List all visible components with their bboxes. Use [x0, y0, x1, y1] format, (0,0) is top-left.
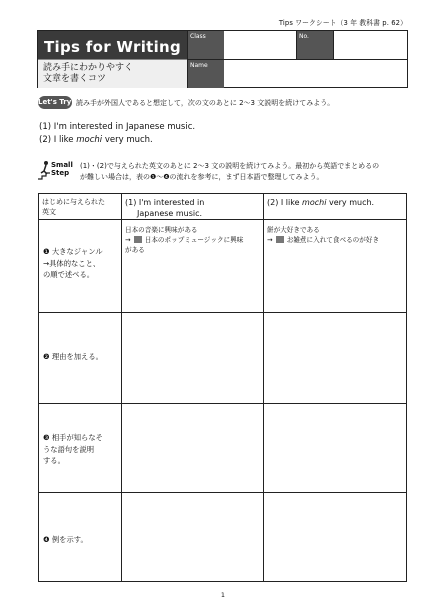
number-label: No.: [296, 31, 333, 59]
header-line-2: Japanese music.: [137, 209, 203, 218]
header-text: (2) I like: [267, 198, 303, 207]
label-line: する。: [43, 456, 65, 465]
question-1: (1) I'm interested in Japanese music.: [39, 122, 196, 132]
header-divider: [187, 31, 188, 88]
row-1-example-1: [125, 225, 263, 255]
label-line: の順で述べる。: [43, 270, 95, 279]
header-line-1: はじめに与えられた: [42, 198, 105, 206]
lets-try-badge: Let's Try!: [38, 96, 72, 109]
subtitle-line-1: 読み手にわかりやすく: [43, 63, 134, 73]
source-reference: Tips ワークシート（3 年 教科書 p. 62）: [278, 19, 407, 27]
example-text: 日本のポップミュージックに興味: [142, 236, 244, 244]
small-step-label-line-1: Small: [51, 161, 73, 169]
row-1-example-2: [267, 225, 407, 245]
name-label: Name: [187, 59, 224, 88]
example-line: [125, 235, 263, 245]
label-line: ❸ 相手が知らなそ: [43, 433, 103, 442]
header-text: very much.: [326, 198, 375, 207]
label-line: →具体的なこと、: [43, 258, 101, 268]
header-divider: [187, 59, 408, 60]
instruction-line-2: が難しい場合は，表の❶～❹の流れを参考に，まず日本語で整理してみよう。: [80, 173, 324, 181]
table-divider: [39, 403, 406, 404]
example-text: お雑煮に入れて食べるのが好き: [284, 236, 380, 244]
title-text: Tips for Writing: [44, 38, 182, 56]
page-number: 1: [220, 591, 226, 599]
table-divider: [39, 219, 406, 220]
header-line-1: (1) I'm interested in: [125, 198, 205, 207]
stairs-person-icon: [38, 160, 50, 180]
worksheet-header: [37, 30, 408, 88]
table-header-sentence-2: [267, 197, 374, 208]
placeholder-box-icon: [134, 236, 142, 243]
arrow-text: →: [125, 236, 133, 244]
worksheet-title: [38, 31, 187, 59]
instruction-line-1: (1)・(2)で与えられた英文のあとに 2～3 文の説明を続けてみよう。最初から英語でまとめるの: [80, 162, 380, 170]
row-4-label: ❹ 例を示す。: [43, 535, 88, 544]
question-2-text: very much.: [102, 135, 153, 145]
small-step-instruction: [80, 161, 446, 183]
worksheet-subtitle: [38, 59, 187, 88]
example-line: 日本の音楽に興味がある: [125, 226, 198, 234]
example-line: 餅が大好きである: [267, 226, 320, 234]
lets-try-instruction: 読み手が外国人であると想定して，次の文のあとに 2～3 文説明を続けてみよう。: [76, 99, 335, 107]
table-divider: [121, 194, 122, 581]
example-line: がある: [125, 246, 145, 254]
question-2-text: (2) I like: [39, 135, 77, 145]
subtitle-line-2: 文章を書くコツ: [43, 73, 107, 84]
label-line: ❶ 大きなジャンル: [43, 247, 103, 256]
header-divider: [333, 31, 334, 59]
arrow-text: →: [267, 236, 275, 244]
class-label: Class: [187, 31, 224, 59]
table-header-sentence-1: [125, 197, 260, 219]
header-italic: mochi: [302, 198, 327, 207]
row-1-label: [43, 246, 119, 281]
header-line-2: 英文: [42, 208, 56, 216]
table-divider: [39, 312, 406, 313]
label-line: うな語句を説明: [43, 444, 95, 454]
question-2-italic: mochi: [76, 135, 103, 145]
table-divider: [263, 194, 264, 581]
placeholder-box-icon: [276, 236, 284, 243]
table-divider: [39, 492, 406, 493]
planning-table: [38, 193, 407, 582]
small-step-label-line-2: Step: [51, 169, 70, 177]
small-step-label: [51, 161, 73, 177]
header-divider: [296, 31, 297, 59]
question-2: [39, 135, 153, 145]
table-header-given-sentence: [42, 197, 122, 217]
row-2-label: ❷ 理由を加える。: [43, 352, 103, 361]
example-line: [267, 235, 407, 245]
row-3-label: [43, 432, 119, 467]
